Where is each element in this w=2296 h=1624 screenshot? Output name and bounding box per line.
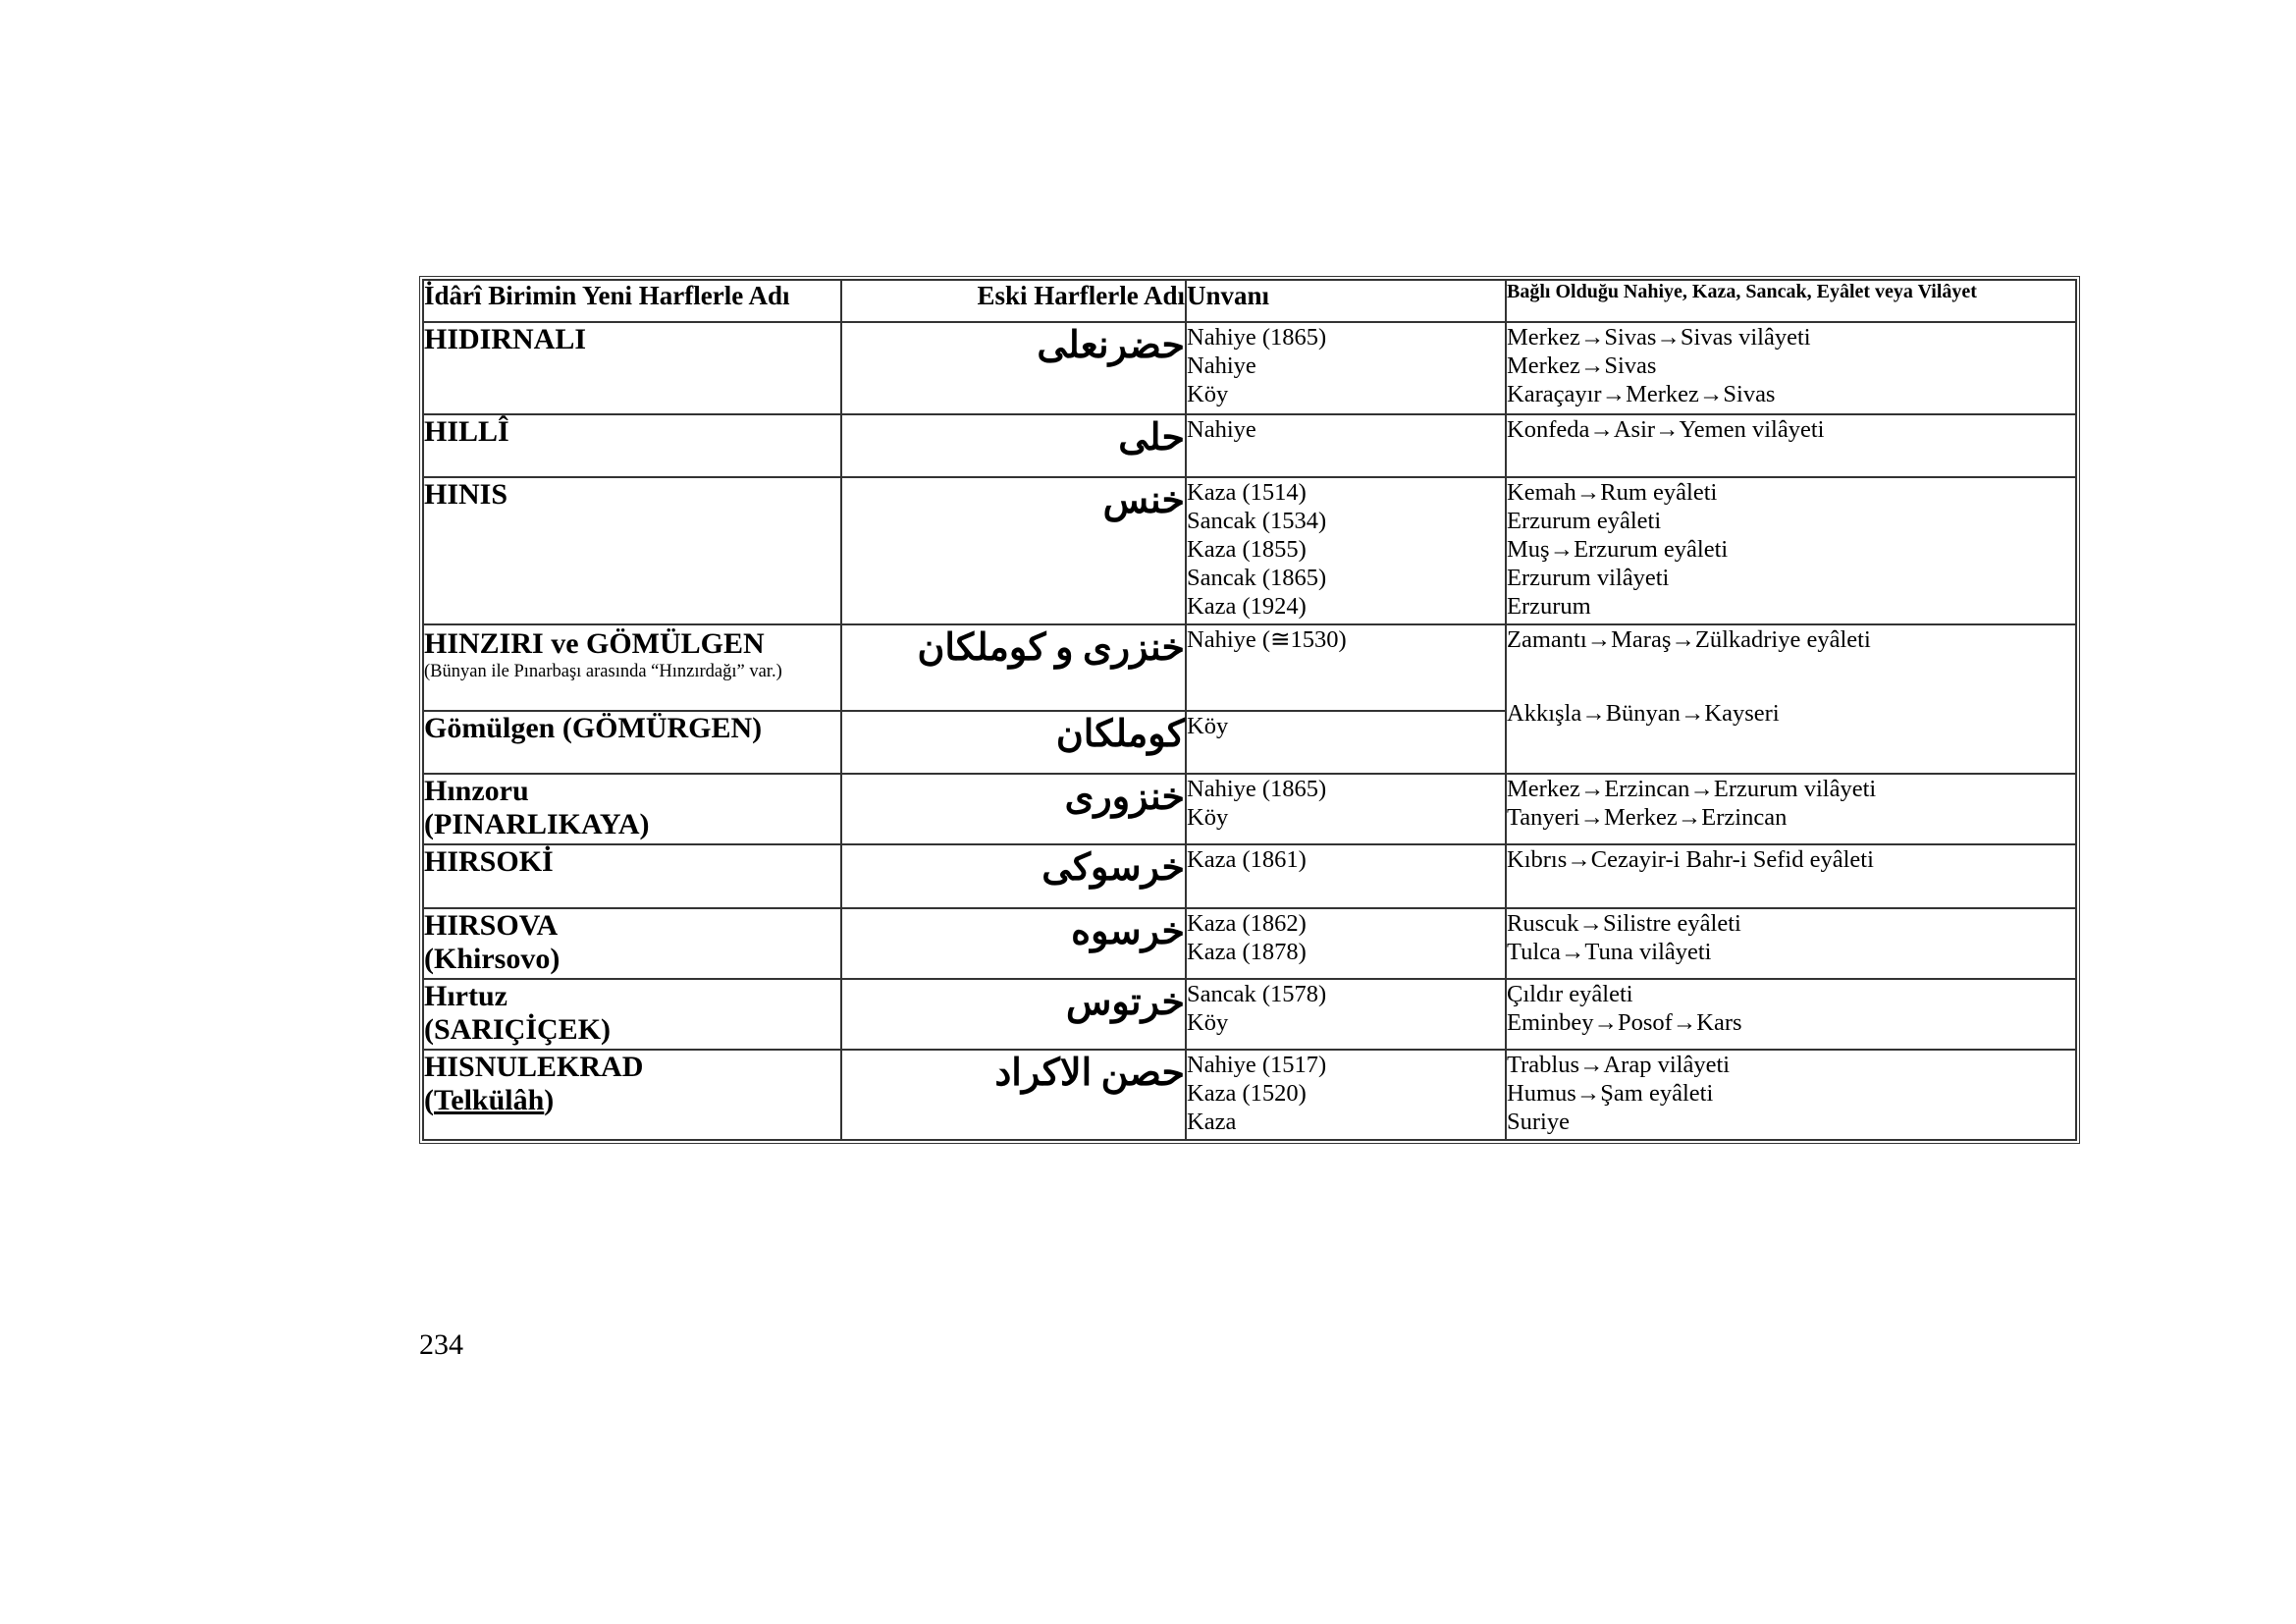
affiliation-item: Akkışla→Bünyan→Kayseri [1507,700,1780,727]
unit-affiliations [1506,477,2076,624]
unit-affiliations [1506,322,2076,414]
unit-name-cell [423,908,841,979]
affiliation-item: Merkez→Sivas [1507,352,1657,379]
unit-arabic-name: خنزوری [841,774,1186,844]
unit-name-cell [423,624,841,711]
table-row [423,322,2076,414]
affiliation-item: Tulca→Tuna vilâyeti [1507,939,1712,965]
affiliation-item: Merkez→Sivas→Sivas vilâyeti [1507,324,1811,351]
unit-affiliations [1506,774,2076,844]
unit-name-alt: (PINARLIKAYA) [424,808,650,840]
affiliation-item: Tanyeri→Merkez→Erzincan [1507,804,1788,831]
header-old-script-name: Eski Harflerle Adı [841,280,1186,322]
page-number: 234 [419,1328,463,1361]
title-item: Nahiye [1187,352,1256,379]
unit-affiliations [1506,908,2076,979]
unit-name: Hınzoru [424,775,529,807]
affiliation-item: Humus→Şam eyâleti [1507,1080,1714,1107]
title-item: Köy [1187,804,1229,831]
unit-titles [1186,908,1506,979]
affiliation-item: Konfeda→Asir→Yemen vilâyeti [1507,416,1825,443]
affiliation-item: Trablus→Arap vilâyeti [1507,1052,1731,1078]
title-item: Kaza (1924) [1187,593,1307,620]
table-row [423,1050,2076,1140]
affiliation-item: Merkez→Erzincan→Erzurum vilâyeti [1507,776,1877,802]
title-item: Sancak (1534) [1187,508,1327,534]
table-row [423,844,2076,908]
title-item: Nahiye (1865) [1187,324,1327,351]
table-row [423,624,2076,711]
title-item: Köy [1187,1009,1229,1036]
unit-titles [1186,774,1506,844]
header-title: Unvanı [1186,280,1506,322]
unit-arabic-name: خرتوس [841,979,1186,1050]
unit-affiliations [1506,1050,2076,1140]
header-affiliation: Bağlı Olduğu Nahiye, Kaza, Sancak, Eyâlet veya Vilâyet [1506,280,2076,322]
title-item: Nahiye (≅1530) [1187,626,1347,653]
title-item: Kaza (1862) [1187,910,1307,937]
unit-arabic-name: کوملکان [841,711,1186,774]
unit-arabic-name: خنس [841,477,1186,624]
title-item: Nahiye (1517) [1187,1052,1327,1078]
unit-arabic-name: خرسوه [841,908,1186,979]
title-item: Kaza (1878) [1187,939,1307,965]
table-row [423,908,2076,979]
unit-arabic-name: خرسوکی [841,844,1186,908]
administrative-units-table [419,276,2080,1144]
unit-titles [1186,844,1506,908]
affiliation-item: Erzurum eyâleti [1507,508,1662,534]
unit-name: HINIS [423,477,841,624]
title-item: Kaza (1861) [1187,846,1307,873]
title-item: Kaza (1855) [1187,536,1307,563]
unit-name-cell [423,979,841,1050]
unit-name: HIRSOKİ [423,844,841,908]
unit-arabic-name: حضرنعلی [841,322,1186,414]
unit-affiliations [1506,979,2076,1050]
affiliation-item: Karaçayır→Merkez→Sivas [1507,381,1776,407]
unit-titles [1186,711,1506,774]
title-item: Köy [1187,713,1229,739]
title-item: Kaza [1187,1109,1237,1135]
unit-name: Gömülgen (GÖMÜRGEN) [423,711,841,774]
affiliation-item: Zamantı→Maraş→Zülkadriye eyâleti [1507,626,1871,653]
unit-arabic-name: خنزری و کوملکان [841,624,1186,711]
affiliation-item: Kıbrıs→Cezayir-i Bahr-i Sefid eyâleti [1507,846,1874,873]
unit-name-cell [423,774,841,844]
unit-affiliations [1506,844,2076,908]
unit-arabic-name: حصن الاکراد [841,1050,1186,1140]
affiliation-item: Eminbey→Posof→Kars [1507,1009,1742,1036]
unit-affiliations [1506,624,2076,774]
unit-name-alt: (SARIÇİÇEK) [424,1013,612,1046]
unit-titles [1186,624,1506,711]
unit-name: HIDIRNALI [423,322,841,414]
unit-name: HINZIRI ve GÖMÜLGEN [424,627,765,660]
underlined-alt-name: Telkülâh [434,1084,545,1116]
unit-titles [1186,1050,1506,1140]
affiliation-item: Çıldır eyâleti [1507,981,1633,1007]
affiliation-item: Muş→Erzurum eyâleti [1507,536,1729,563]
table-row [423,774,2076,844]
affiliation-item: Ruscuk→Silistre eyâleti [1507,910,1741,937]
unit-name-cell [423,1050,841,1140]
unit-name: HIRSOVA [424,909,559,942]
unit-titles [1186,414,1506,477]
unit-arabic-name: حلی [841,414,1186,477]
unit-affiliations [1506,414,2076,477]
unit-titles [1186,477,1506,624]
title-item: Köy [1187,381,1229,407]
table-row [423,477,2076,624]
table-header-row [423,280,2076,322]
unit-note: (Bünyan ile Pınarbaşı arasında “Hınzırdağı” var.) [424,662,782,681]
affiliation-item: Kemah→Rum eyâleti [1507,479,1718,506]
unit-name: HILLÎ [423,414,841,477]
title-item: Sancak (1865) [1187,565,1327,591]
affiliation-item: Suriye [1507,1109,1570,1135]
unit-titles [1186,322,1506,414]
unit-name: Hırtuz [424,980,507,1012]
affiliation-item: Erzurum vilâyeti [1507,565,1670,591]
title-item: Nahiye [1187,416,1256,443]
unit-name: HISNULEKRAD [424,1051,644,1083]
affiliation-item: Erzurum [1507,593,1591,620]
header-new-script-name: İdârî Birimin Yeni Harflerle Adı [423,280,841,322]
title-item: Sancak (1578) [1187,981,1327,1007]
unit-titles [1186,979,1506,1050]
unit-name-alt: (Telkülâh) [424,1084,555,1116]
title-item: Nahiye (1865) [1187,776,1327,802]
title-item: Kaza (1520) [1187,1080,1307,1107]
table-row [423,979,2076,1050]
table-row [423,414,2076,477]
title-item: Kaza (1514) [1187,479,1307,506]
unit-name-alt: (Khirsovo) [424,943,561,975]
